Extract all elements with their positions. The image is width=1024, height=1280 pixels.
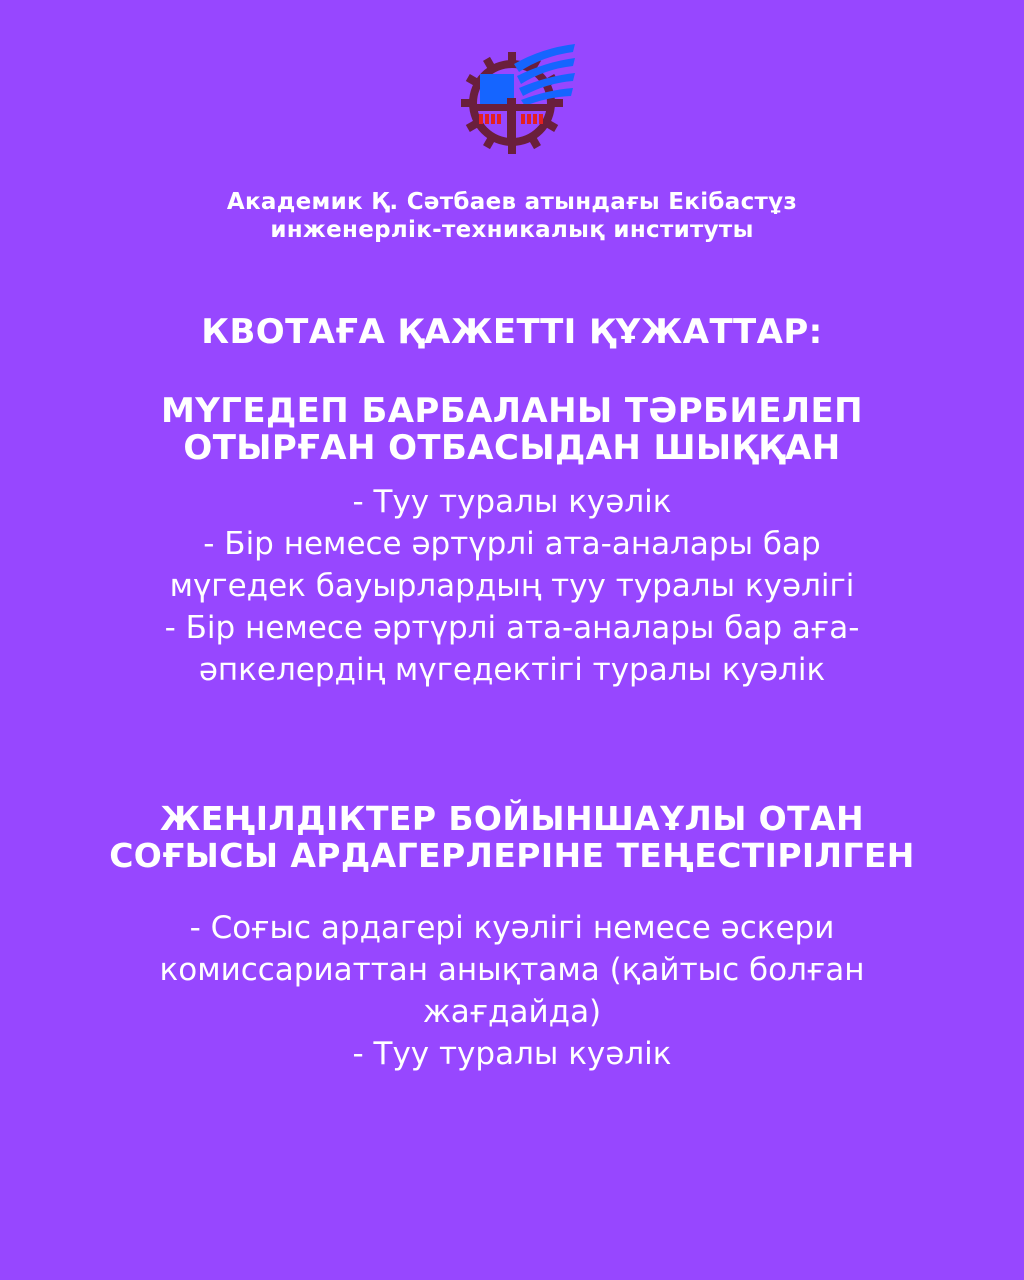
institute-name bbox=[0, 188, 1024, 244]
section2-document-list bbox=[0, 907, 1024, 1075]
section1-heading-line1: МҮГЕДЕП БАРБАЛАНЫ ТӘРБИЕЛЕП bbox=[161, 391, 863, 431]
list-item: - Бір немесе әртүрлі ата-аналары бар аға- bbox=[164, 610, 860, 646]
list-item: әпкелердің мүгедектігі туралы куәлік bbox=[198, 652, 826, 688]
section2-heading-line1: ЖЕҢІЛДІКТЕР БОЙЫНШАҰЛЫ ОТАН bbox=[160, 799, 864, 838]
section1-heading bbox=[0, 393, 1024, 467]
list-item: - Туу туралы куәлік bbox=[352, 484, 672, 520]
list-item: мүгедек бауырлардың туу туралы куәлігі bbox=[169, 568, 855, 604]
page-title: КВОТАҒА ҚАЖЕТТІ ҚҰЖАТТАР: bbox=[201, 312, 823, 352]
institute-name-line1: Академик Қ. Сәтбаев атындағы Екібастұз bbox=[226, 189, 798, 215]
list-item: комиссариаттан анықтама (қайтыс болған bbox=[159, 952, 865, 988]
list-item: - Соғыс ардагері куәлігі немесе әскери bbox=[189, 910, 835, 946]
institute-name-line2: инженерлік-техникалық институты bbox=[270, 217, 754, 243]
section2-heading-line2: СОҒЫСЫ АРДАГЕРЛЕРІНЕ ТЕҢЕСТІРІЛГЕН bbox=[109, 836, 915, 875]
institute-gear-logo-icon bbox=[447, 38, 577, 168]
institute-logo bbox=[447, 38, 577, 168]
list-item: жағдайда) bbox=[422, 994, 602, 1030]
list-item: - Бір немесе әртүрлі ата-аналары бар bbox=[203, 526, 821, 562]
section2-heading bbox=[0, 800, 1024, 874]
list-item: - Туу туралы куәлік bbox=[352, 1036, 672, 1072]
section1-document-list bbox=[0, 481, 1024, 691]
section1-heading-line2: ОТЫРҒАН ОТБАСЫДАН ШЫҚҚАН bbox=[183, 428, 841, 468]
